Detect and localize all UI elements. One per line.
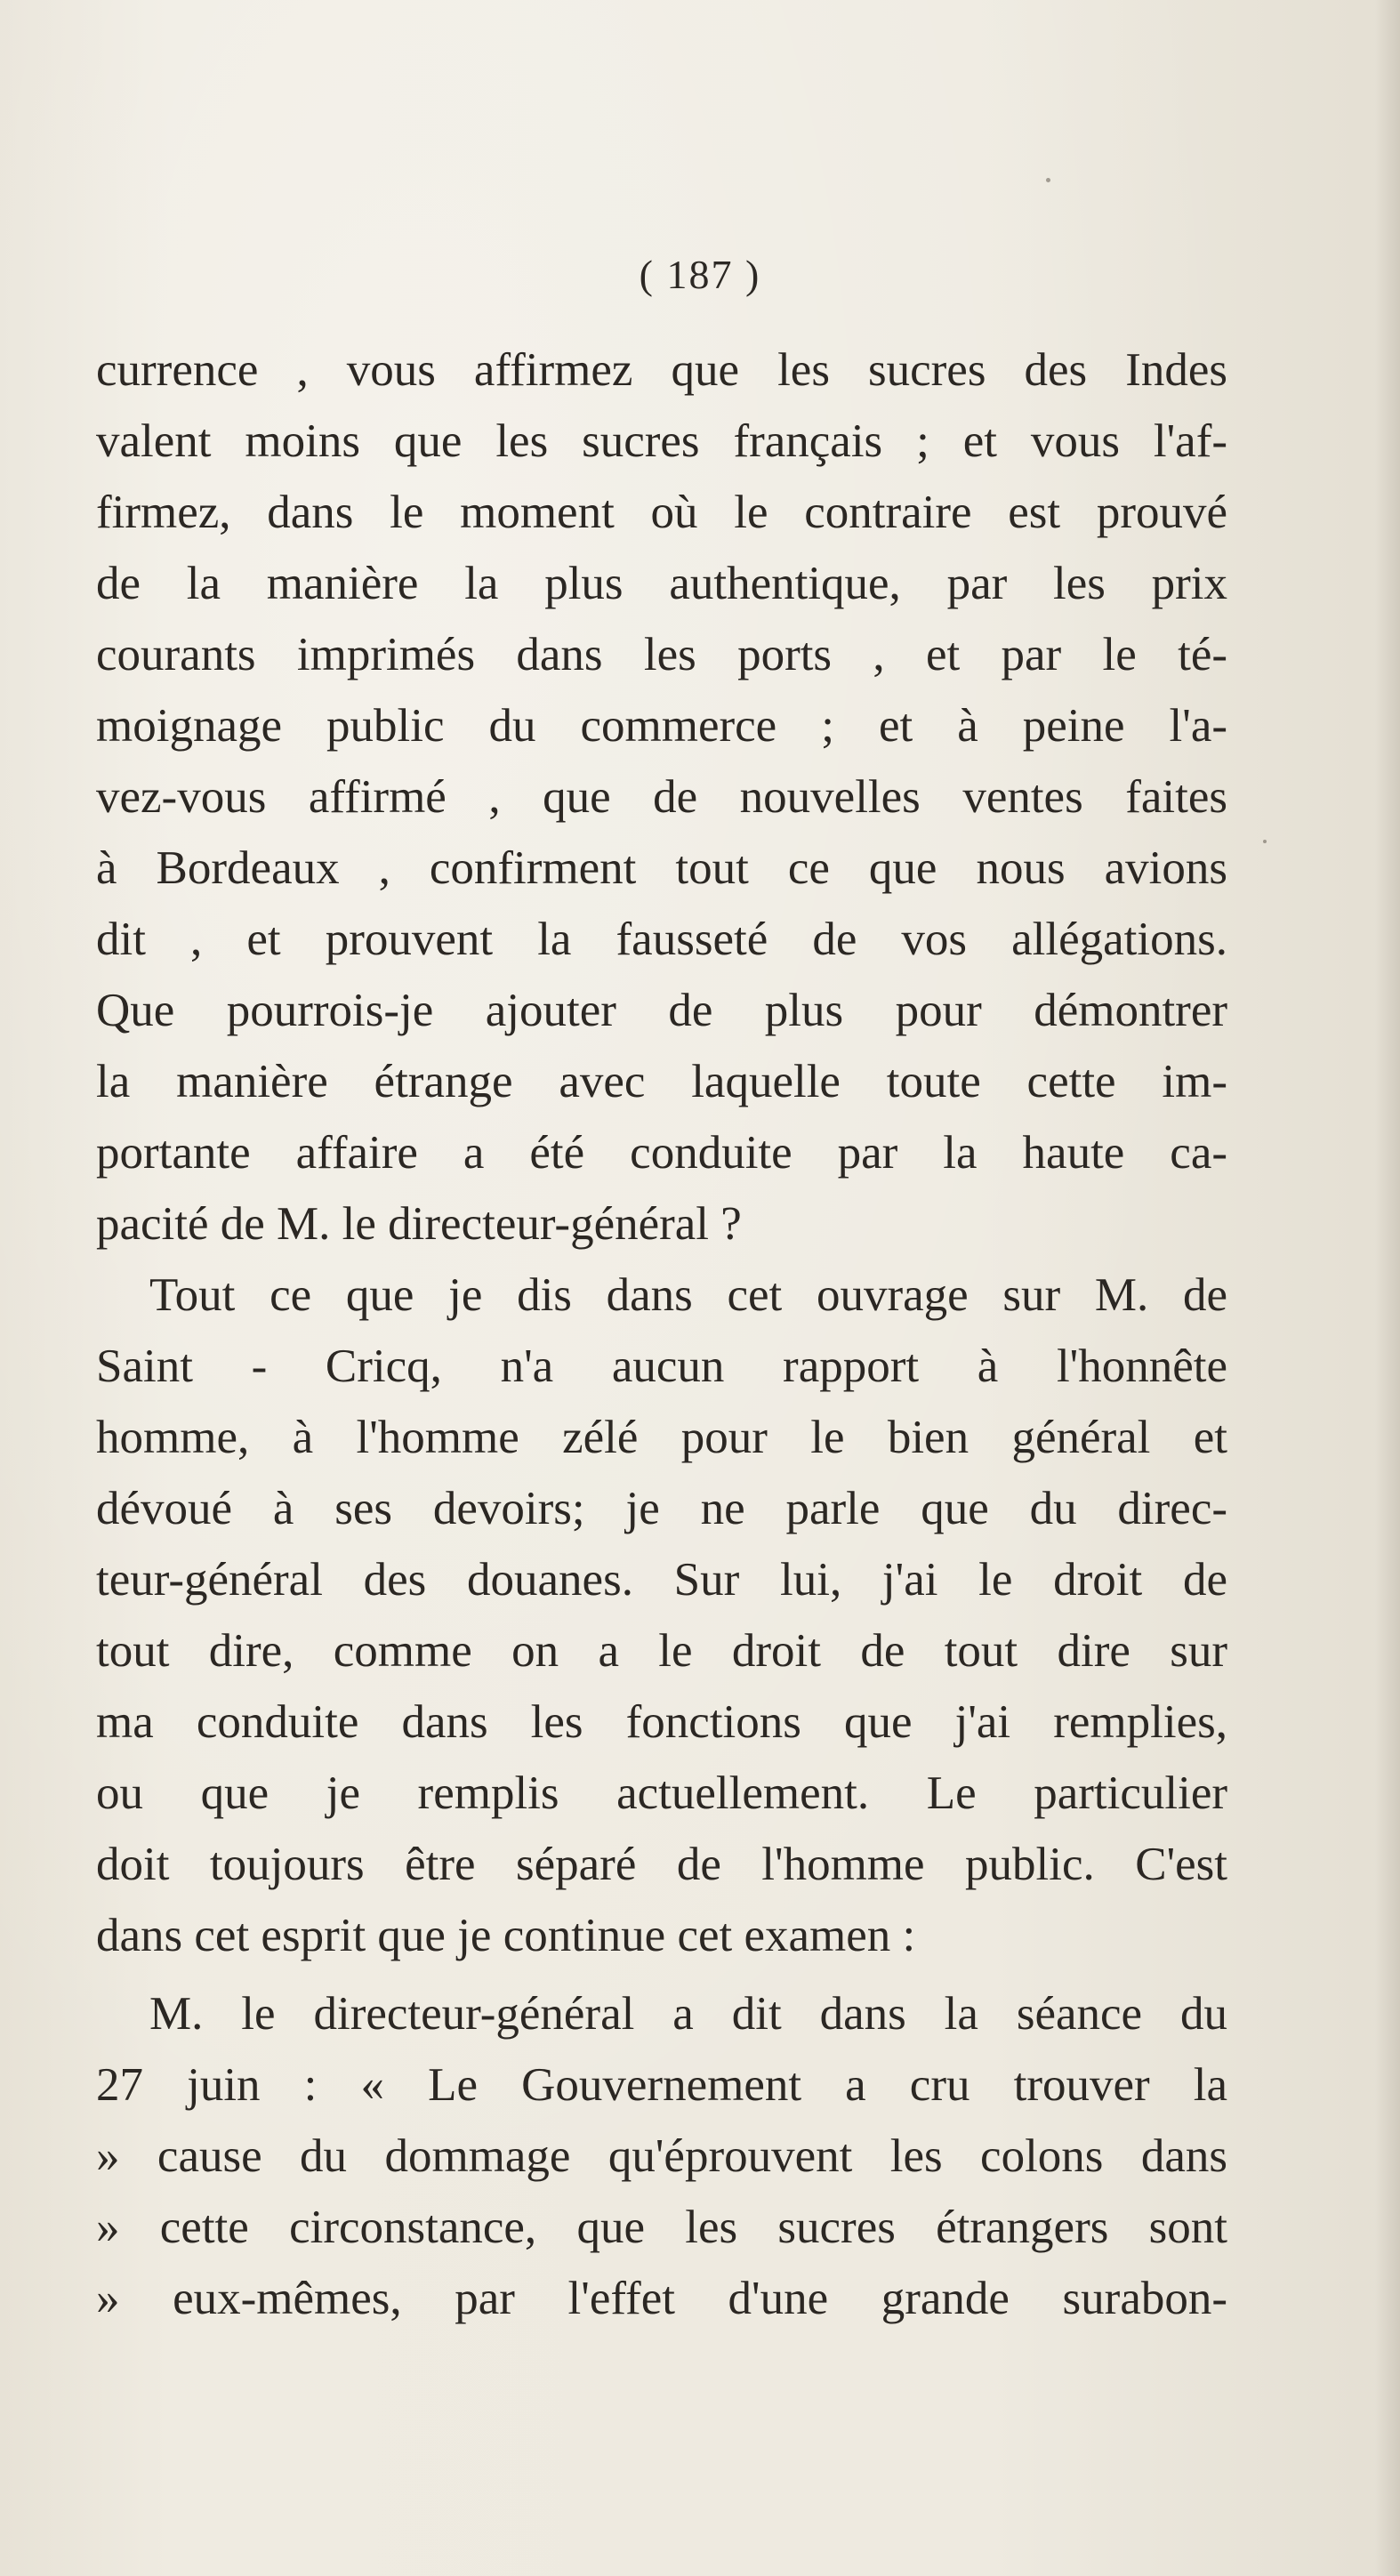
text-line: dans cet esprit que je continue cet examen : [96,1910,916,1961]
paper-speck [1046,178,1050,182]
text-line: ma conduite dans les fonctions que j'ai remplies, [96,1696,1227,1748]
text-line: 27 juin : « Le Gouvernement a cru trouver la [96,2059,1227,2111]
text-line: doit toujours être séparé de l'homme public. C'est [96,1839,1227,1890]
text-line: tout dire, comme on a le droit de tout dire sur [96,1625,1227,1677]
text-line: la manière étrange avec laquelle toute cette im- [96,1056,1227,1107]
text-line: Que pourrois-je ajouter de plus pour démontrer [96,985,1227,1036]
text-line: firmez, dans le moment où le contraire est prouvé [96,487,1227,538]
page-edge-shadow [1375,0,1400,2576]
text-line: dévoué à ses devoirs; je ne parle que du direc- [96,1483,1227,1534]
text-line: valent moins que les sucres français ; et vous l'af- [96,415,1227,467]
text-line: à Bordeaux , confirment tout ce que nous avions [96,842,1227,894]
text-line: portante affaire a été conduite par la haute ca- [96,1127,1227,1179]
page-number: ( 187 ) [639,252,761,297]
text-line: pacité de M. le directeur-général ? [96,1198,742,1250]
text-line: courants imprimés dans les ports , et par le té- [96,629,1227,680]
text-line: Tout ce que je dis dans cet ouvrage sur M. de [149,1269,1227,1321]
text-line: ou que je remplis actuellement. Le particulier [96,1767,1227,1819]
text-line: » cette circonstance, que les sucres étrangers sont [96,2202,1227,2253]
text-line: currence , vous affirmez que les sucres des Indes [96,344,1227,396]
text-line: M. le directeur-général a dit dans la séance du [149,1988,1227,2040]
text-line: teur-général des douanes. Sur lui, j'ai le droit de [96,1554,1227,1606]
paper-speck [1263,840,1267,843]
text-line: Saint - Cricq, n'a aucun rapport à l'honnête [96,1340,1227,1392]
text-line: vez-vous affirmé , que de nouvelles ventes faites [96,771,1227,823]
text-line: moignage public du commerce ; et à peine l'a- [96,700,1227,752]
text-line: dit , et prouvent la fausseté de vos allégations. [96,914,1227,965]
body-text [96,334,1227,2334]
text-line: » cause du dommage qu'éprouvent les colons dans [96,2130,1227,2182]
text-line: homme, à l'homme zélé pour le bien général et [96,1412,1227,1463]
text-line: » eux-mêmes, par l'effet d'une grande surabon- [96,2273,1227,2324]
text-line: de la manière la plus authentique, par les prix [96,558,1227,609]
